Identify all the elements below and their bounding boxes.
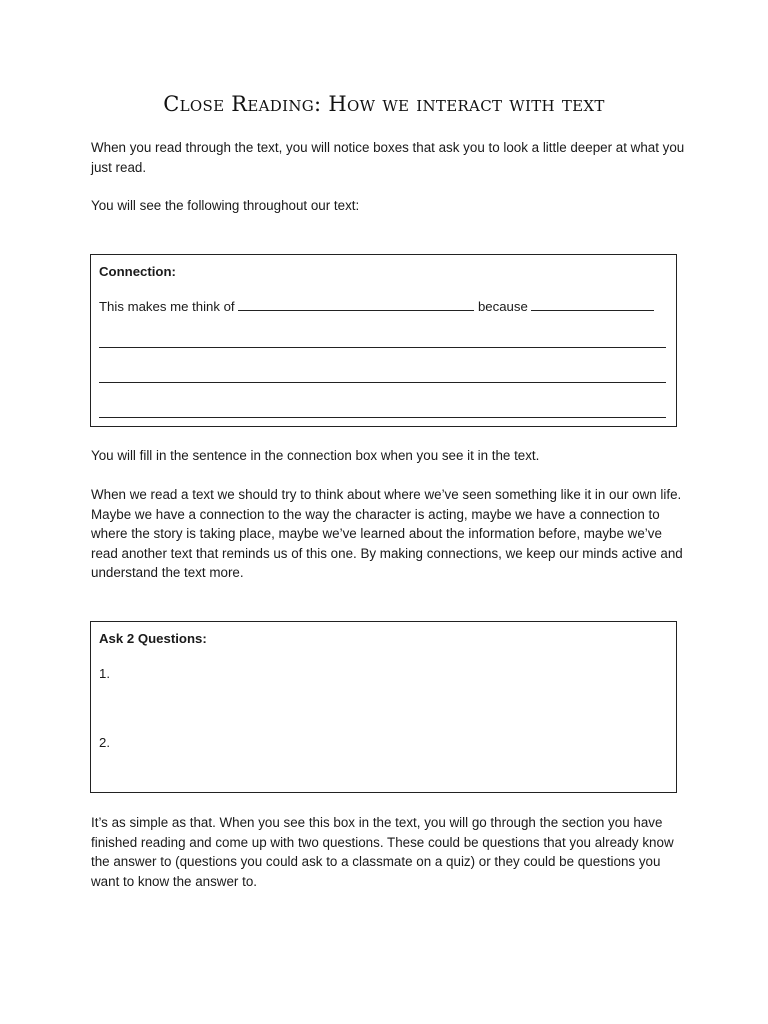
connection-explanation: When we read a text we should try to think about where we’ve seen something like it in our own life. Maybe we have a connection to the way the character is acting, maybe we have a connection to where the story is taking place, maybe we’ve learned about the information before, maybe we’ve read another text that reminds us of this one. By making connections, we keep our minds active and understand the text more. bbox=[91, 487, 683, 580]
intro-paragraph: When you read through the text, you will notice boxes that ask you to look a little deeper at what you just read. bbox=[91, 140, 685, 175]
connection-sentence bbox=[99, 298, 654, 314]
intro-note: You will see the following throughout our text: bbox=[91, 198, 360, 213]
connection-box bbox=[90, 254, 677, 427]
connection-blank-1[interactable] bbox=[238, 298, 474, 311]
page-title: Close Reading: How we interact with text bbox=[163, 92, 605, 116]
connection-sentence-start: This makes me think of bbox=[99, 299, 235, 314]
questions-explanation: It’s as simple as that. When you see this box in the text, you will go through the section you have finished reading and come up with two questions. These could be questions that you already know the answer to (questions you could ask to a classmate on a quiz) or they could be questions you want to know the answer to. bbox=[91, 815, 674, 889]
question-item-1[interactable]: 1. bbox=[99, 666, 110, 681]
connection-sentence-mid: because bbox=[477, 299, 528, 314]
questions-box bbox=[90, 621, 677, 793]
connection-box-label: Connection: bbox=[99, 264, 176, 279]
connection-answer-line-1[interactable] bbox=[99, 347, 666, 348]
connection-answer-line-3[interactable] bbox=[99, 417, 666, 418]
question-item-2[interactable]: 2. bbox=[99, 735, 110, 750]
questions-box-label: Ask 2 Questions: bbox=[99, 631, 207, 646]
connection-blank-2[interactable] bbox=[531, 298, 654, 311]
connection-instruction: You will fill in the sentence in the connection box when you see it in the text. bbox=[91, 448, 540, 463]
connection-answer-line-2[interactable] bbox=[99, 382, 666, 383]
